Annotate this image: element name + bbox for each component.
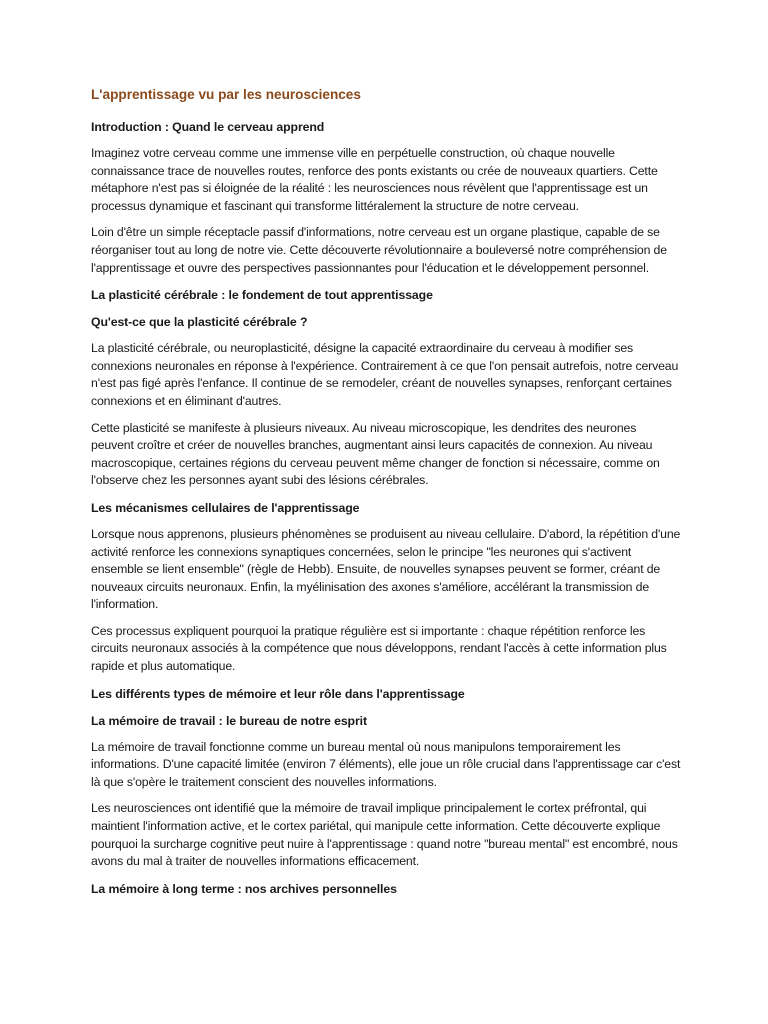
subsection-heading-definition: Qu'est-ce que la plasticité cérébrale ?	[91, 315, 308, 330]
paragraph: Lorsque nous apprenons, plusieurs phénomènes se produisent au niveau cellulaire. D'abord, la répétition d'une activité renforce les connexions synaptiques concernées, selon le principe "les neurones qui s'activent ensemble se lient ensemble" (règle de Hebb). Ensuite, de nouvelles synapses peuvent se former, créant de nouveaux circuits neuronaux. Enfin, la myélinisation des axones s'améliore, accélérant la transmission de l'information.	[91, 526, 681, 612]
subsection-heading-mecanismes: Les mécanismes cellulaires de l'apprentissage	[91, 500, 360, 515]
document-page	[91, 86, 681, 907]
subsection-heading-memoire-long-terme: La mémoire à long terme : nos archives personnelles	[91, 881, 397, 896]
paragraph: La mémoire de travail fonctionne comme un bureau mental où nous manipulons temporairement les informations. D'une capacité limitée (environ 7 éléments), elle joue un rôle crucial dans l'apprentissage car c'est là que s'opère le traitement conscient des nouvelles informations.	[91, 739, 681, 789]
document-title: L'apprentissage vu par les neurosciences	[91, 87, 361, 102]
section-heading-memoire: Les différents types de mémoire et leur rôle dans l'apprentissage	[91, 686, 465, 701]
subsection-heading-memoire-travail: La mémoire de travail : le bureau de notre esprit	[91, 713, 367, 728]
paragraph: Cette plasticité se manifeste à plusieurs niveaux. Au niveau microscopique, les dendrites des neurones peuvent croître et créer de nouvelles branches, augmentant ainsi leurs capacités de connexion. Au niveau macroscopique, certaines régions du cerveau peuvent même changer de fonction si nécessaire, comme on l'observe chez les personnes ayant subi des lésions cérébrales.	[91, 420, 660, 488]
paragraph: Imaginez votre cerveau comme une immense ville en perpétuelle construction, où chaque nouvelle connaissance trace de nouvelles routes, renforce des ponts existants ou crée de nouveaux quartiers. Cette métaphore n'est pas si éloignée de la réalité : les neurosciences nous révèlent que l'apprentissage est un processus dynamique et fascinant qui transforme littéralement la structure de notre cerveau.	[91, 146, 658, 213]
paragraph: Loin d'être un simple réceptacle passif d'informations, notre cerveau est un organe plastique, capable de se réorganiser tout au long de notre vie. Cette découverte révolutionnaire a bouleversé notre compréhension de l'apprentissage et ouvre des perspectives passionnantes pour l'éducation et le développement personnel.	[91, 225, 667, 275]
paragraph: La plasticité cérébrale, ou neuroplasticité, désigne la capacité extraordinaire du cerveau à modifier ses connexions neuronales en réponse à l'expérience. Contrairement à ce que l'on pensait autrefois, notre cerveau n'est pas figé après l'enfance. Il continue de se remodeler, créant de nouvelles synapses, renforçant certaines connexions et en éliminant d'autres.	[91, 341, 679, 408]
section-heading-introduction: Introduction : Quand le cerveau apprend	[91, 120, 325, 134]
paragraph: Les neurosciences ont identifié que la mémoire de travail implique principalement le cortex préfrontal, qui maintient l'information active, et le cortex pariétal, qui manipule cette information. Cette découverte explique pourquoi la surcharge cognitive peut nuire à l'apprentissage : quand notre "bureau mental" est encombré, nous avons du mal à traiter de nouvelles informations efficacement.	[91, 801, 678, 869]
section-heading-plasticite: La plasticité cérébrale : le fondement de tout apprentissage	[91, 288, 433, 303]
paragraph: Ces processus expliquent pourquoi la pratique régulière est si importante : chaque répétition renforce les circuits neuronaux associés à la compétence que nous développons, rendant l'accès à cette information plus rapide et plus automatique.	[91, 623, 667, 674]
